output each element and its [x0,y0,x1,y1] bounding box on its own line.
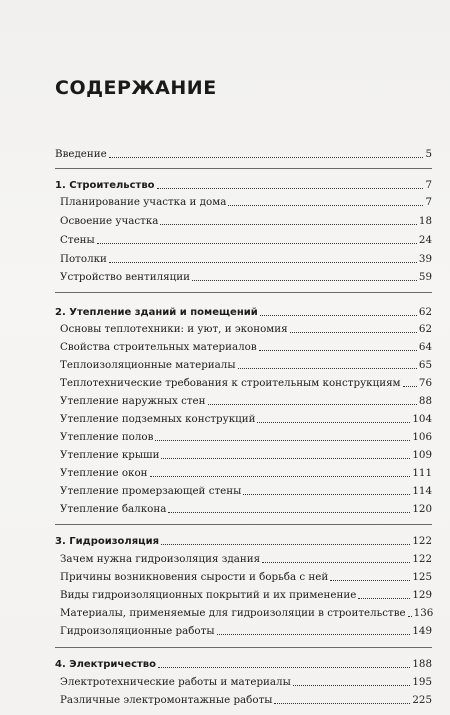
toc-entry-label: Утепление крыши [60,449,160,461]
toc-entry-label: Утепление полов [60,431,154,443]
toc-entry-label: Стены [60,234,95,246]
toc-entry[interactable] [60,671,432,689]
toc-entry-page: 122 [412,553,432,565]
dot-leader [217,634,411,635]
toc-entry-page: 64 [418,341,432,353]
toc-entry-label: Виды гидроизоляционных покрытий и их применение [60,589,357,601]
toc-entry[interactable] [60,390,432,408]
dot-leader [243,494,410,495]
dot-leader [158,667,410,668]
toc-entry[interactable] [60,548,432,566]
toc-entry-page: 114 [412,485,432,497]
toc-section-label: 2. Утепление зданий и помещений [55,307,258,318]
toc-entry-page: 7 [425,196,432,208]
toc-entry[interactable] [60,602,432,620]
dot-leader [358,598,410,599]
toc-entry-page: 39 [418,253,432,265]
toc-entry-label: Причины возникновения сырости и борьба с ней [60,571,329,583]
toc-section-page: 62 [418,306,432,318]
toc-entry-label: Утепление подземных конструкций [60,413,256,425]
toc-entry-page: 59 [418,271,432,283]
dot-leader [161,544,410,545]
dot-leader [97,243,417,244]
toc-entry[interactable] [60,336,432,354]
toc-entry-page: 136 [413,607,434,619]
toc-entry[interactable] [60,210,432,228]
toc-entry[interactable] [60,248,432,266]
dot-leader [290,332,417,333]
toc-entry-label: Различные электромонтажные работы [60,694,273,706]
toc-entry-label: Утепление наружных стен [60,395,206,407]
toc-entry-page: 125 [412,571,432,583]
toc-entry-page: 109 [412,449,432,461]
toc-entry-page: 225 [412,694,432,706]
dot-leader [157,188,424,189]
toc-section-label: 1. Строительство [55,180,155,191]
toc-entry-label: Устройство вентиляции [60,271,190,283]
toc-entry-label: Потолки [60,253,107,265]
toc-entry-label: Освоение участка [60,215,159,227]
toc-entry[interactable] [60,191,432,209]
section-divider [55,524,432,525]
toc-entry[interactable] [60,566,432,584]
dot-leader [238,368,417,369]
dot-leader [208,404,417,405]
toc-section-page: 122 [412,535,432,547]
toc-entry[interactable] [60,426,432,444]
dot-leader [168,512,410,513]
dot-leader [257,422,410,423]
toc-entry-page: 62 [418,323,432,335]
toc-entry-page: 88 [418,395,432,407]
toc-entry[interactable] [60,372,432,390]
toc-entry-label: Материалы, применяемые для гидроизоляции в строительстве [60,607,406,619]
dot-leader [408,616,412,617]
section-divider [55,292,432,293]
dot-leader [228,205,423,206]
toc-entry[interactable] [60,689,432,707]
toc-section-heading[interactable] [55,530,432,548]
toc-section-label: 4. Электричество [55,659,157,670]
toc-entry-label: Теплоизоляционные материалы [60,359,236,371]
toc-entry-page: 104 [412,413,432,425]
toc-entry-label: Утепление промерзающей стены [60,485,242,497]
page-title: СОДЕРЖАНИЕ [55,77,217,99]
toc-entry[interactable] [60,620,432,638]
toc-entry-label: Зачем нужна гидроизоляция здания [60,553,261,565]
toc-entry-page: 149 [412,625,432,637]
dot-leader [403,386,417,387]
toc-entry[interactable] [60,444,432,462]
toc-entry-label: Гидроизоляционные работы [60,625,215,637]
toc-entry-page: 195 [412,676,432,688]
toc-entry-page: 5 [425,148,432,160]
dot-leader [293,685,411,686]
toc-entry-label: Утепление балкона [60,503,167,515]
toc-entry-page: 76 [418,377,432,389]
toc-entry-page: 18 [418,215,432,227]
toc-entry-label: Электротехнические работы и материалы [60,676,291,688]
section-divider [55,647,432,648]
toc-section-heading[interactable] [55,301,432,319]
dot-leader [150,476,411,477]
toc-entry-label: Введение [55,148,107,160]
dot-leader [274,703,410,704]
toc-section-page: 7 [425,179,432,191]
toc-section-label: 3. Гидроизоляция [55,536,159,547]
toc-entry[interactable] [60,408,432,426]
toc-entry-label: Теплотехнические требования к строительным конструкциям [60,377,401,389]
toc-entry[interactable] [60,498,432,516]
toc-entry-page: 129 [412,589,432,601]
toc-section-page: 188 [412,658,432,670]
toc-entry[interactable] [60,318,432,336]
toc-entry-page: 120 [412,503,432,515]
toc-entry-label: Свойства строительных материалов [60,341,257,353]
toc-entry[interactable] [60,480,432,498]
toc-entry[interactable] [60,584,432,602]
toc-entry-page: 24 [418,234,432,246]
toc-entry-intro[interactable] [55,143,432,161]
toc-section-heading[interactable] [55,174,432,192]
dot-leader [160,224,416,225]
dot-leader [330,580,410,581]
toc-section-heading[interactable] [55,653,432,671]
dot-leader [259,350,417,351]
toc-entry-label: Планирование участка и дома [60,196,227,208]
dot-leader [161,458,410,459]
toc-entry-label: Основы теплотехники: и уют, и экономия [60,323,288,335]
section-divider [55,168,432,169]
toc-entry-page: 111 [412,467,432,479]
toc-entry[interactable] [60,462,432,480]
toc-entry[interactable] [60,354,432,372]
dot-leader [155,440,410,441]
toc-entry-page: 106 [412,431,432,443]
dot-leader [262,562,410,563]
toc-entry-page: 65 [418,359,432,371]
toc-entry[interactable] [60,229,432,247]
dot-leader [260,315,417,316]
toc-entry-label: Утепление окон [60,467,148,479]
toc-entry[interactable] [60,266,432,284]
dot-leader [192,280,417,281]
dot-leader [109,157,424,158]
dot-leader [109,262,417,263]
